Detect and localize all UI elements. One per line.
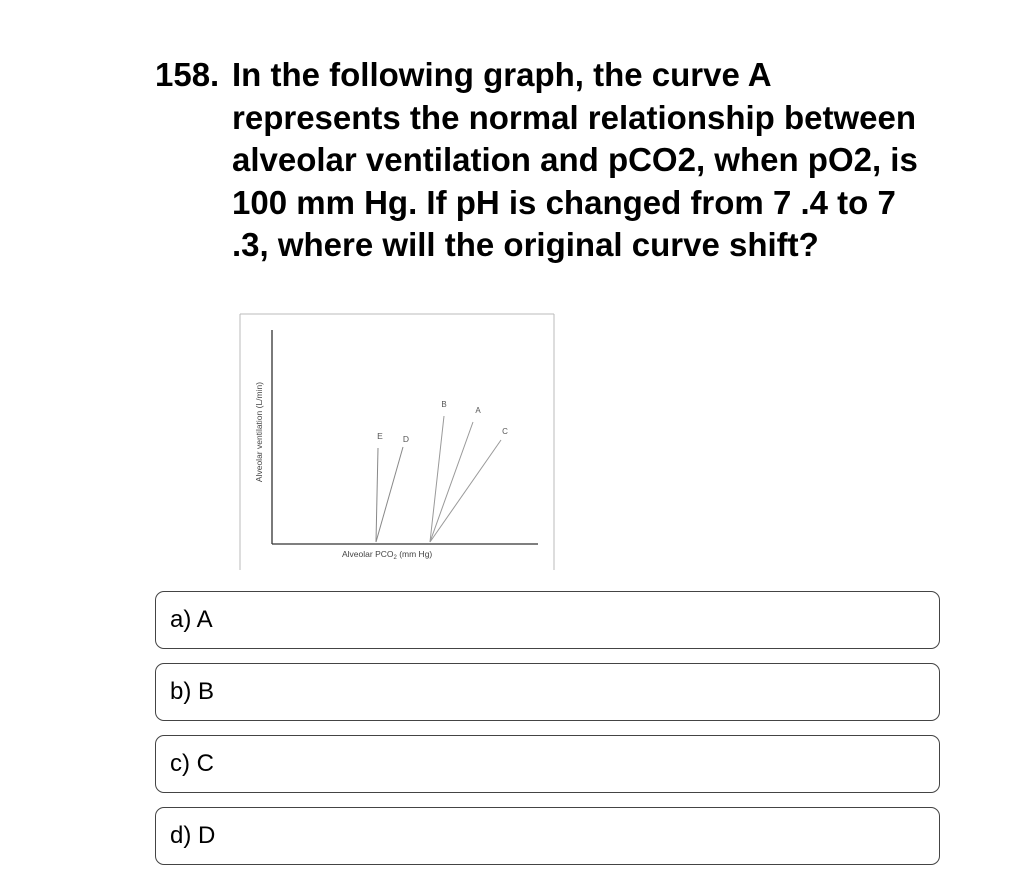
question-text: In the following graph, the curve A represents the normal relationship between alveolar ventilation and pCO2, when pO2, is 100 mm Hg. If pH is changed from 7 .4 to 7 .3, where will the original curve shift? — [232, 56, 918, 263]
curve-C-line — [430, 440, 501, 542]
question-number: 158. — [155, 56, 220, 93]
question — [155, 54, 955, 267]
x-axis-label-unit: (mm Hg) — [396, 549, 433, 559]
option-c-label: c) C — [170, 750, 214, 777]
curve-label-E: E — [377, 431, 383, 441]
option-a[interactable] — [155, 591, 940, 649]
x-axis-label-group — [342, 549, 432, 561]
curve-label-B: B — [441, 400, 447, 409]
graph-figure — [238, 312, 556, 572]
x-axis-label-subscript: 2 — [393, 555, 397, 561]
option-d[interactable] — [155, 807, 940, 865]
option-c[interactable] — [155, 735, 940, 793]
y-axis-label: Alveolar ventilation (L/min) — [254, 381, 264, 483]
option-d-label: d) D — [170, 822, 216, 849]
answer-options — [155, 591, 940, 879]
curve-D-line — [376, 447, 403, 542]
curve-label-A: A — [475, 406, 481, 415]
curve-label-D: D — [402, 434, 410, 444]
curve-E-line — [376, 448, 378, 542]
option-b-label: b) B — [170, 678, 215, 705]
graph-svg — [238, 312, 556, 572]
option-b[interactable] — [155, 663, 940, 721]
curve-label-C: C — [502, 427, 508, 436]
option-a-label: a) A — [170, 606, 213, 633]
x-axis-label: Alveolar PCO — [342, 549, 394, 559]
